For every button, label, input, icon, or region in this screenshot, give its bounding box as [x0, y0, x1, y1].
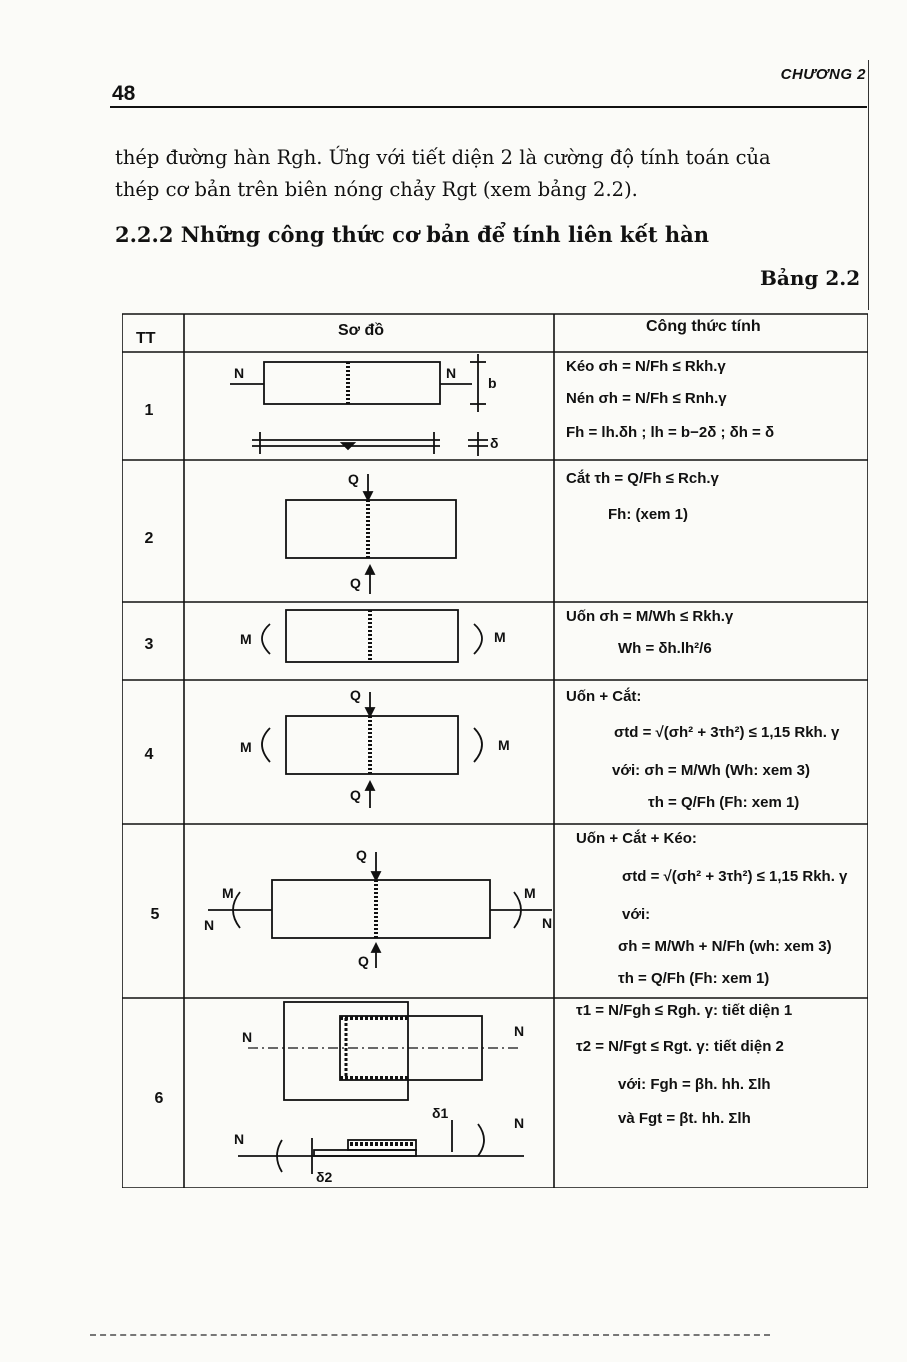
row-number: 4: [144, 746, 154, 763]
formula-line: với: Fgh = βh. hh. Σlh: [618, 1076, 771, 1093]
formula-line: Fh = lh.δh ; lh = b−2δ ; δh = δ: [566, 424, 775, 441]
diagram-label-M: M: [222, 885, 234, 901]
row-number: 1: [144, 402, 154, 419]
formula-line: σh = M/Wh + N/Fh (wh: xem 3): [618, 938, 832, 955]
formula-line: τh = Q/Fh (Fh: xem 1): [648, 794, 800, 811]
formula-line: Cắt τh = Q/Fh ≤ Rch.γ: [566, 470, 719, 487]
formula-line: và Fgt = βt. hh. Σlh: [618, 1110, 751, 1127]
diagram-label-N: N: [234, 1131, 245, 1147]
diagram-label-M: M: [498, 737, 510, 753]
diagram-label-b: b: [488, 375, 497, 391]
diagram-label-Q: Q: [356, 847, 367, 863]
weld-diagrams: [122, 312, 554, 1188]
section-heading: 2.2.2 Những công thức cơ bản để tính liên kết hàn: [115, 222, 709, 247]
formula-line: τ2 = N/Fgt ≤ Rgt. γ: tiết diện 2: [576, 1038, 784, 1055]
diagram-label-Q: Q: [350, 687, 361, 703]
row-number: 3: [144, 636, 154, 653]
diagram-label-M: M: [240, 631, 252, 647]
formula-line: τh = Q/Fh (Fh: xem 1): [618, 970, 770, 987]
diagram-label-N: N: [204, 917, 215, 933]
diagram-row-5: [208, 852, 552, 968]
diagram-label-N: N: [446, 365, 457, 381]
header-formula: Công thức tính: [646, 318, 761, 335]
diagram-label-N: N: [514, 1115, 525, 1131]
margin-rule: [868, 60, 869, 310]
diagram-label-Q: Q: [358, 953, 369, 969]
diagram-label-delta1: δ1: [432, 1105, 449, 1121]
formula-line: σtd = √(σh² + 3τh²) ≤ 1,15 Rkh. γ: [614, 724, 840, 741]
diagram-label-M: M: [494, 629, 506, 645]
formula-line: Uốn + Cắt + Kéo:: [576, 830, 697, 847]
row-number: 6: [154, 1090, 164, 1107]
header-diagram: Sơ đồ: [338, 322, 385, 339]
formula-line: Uốn σh = M/Wh ≤ Rkh.γ: [566, 608, 734, 625]
body-paragraph: [115, 142, 865, 206]
paragraph-line-2: thép cơ bản trên biên nóng chảy Rgt (xem bảng 2.2).: [115, 178, 638, 201]
header-tt: TT: [136, 330, 156, 347]
diagram-label-Q: Q: [350, 575, 361, 591]
diagram-label-M: M: [240, 739, 252, 755]
diagram-label-N: N: [242, 1029, 253, 1045]
diagram-row-4: [262, 692, 482, 808]
formula-line: Fh: (xem 1): [608, 506, 689, 523]
diagram-row-6: [238, 1002, 524, 1174]
row-number: 5: [150, 906, 160, 923]
formula-line: Nén σh = N/Fh ≤ Rnh.γ: [566, 390, 727, 407]
page-footer-dashes: [90, 1334, 770, 1336]
diagram-label-N: N: [514, 1023, 525, 1039]
formula-line: τ1 = N/Fgh ≤ Rgh. γ: tiết diện 1: [576, 1002, 793, 1019]
formula-line: với: σh = M/Wh (Wh: xem 3): [612, 762, 811, 779]
page-number: 48: [112, 82, 136, 105]
chapter-title: CHƯƠNG 2: [780, 66, 866, 83]
diagram-label-M: M: [524, 885, 536, 901]
diagram-row-2: [286, 474, 456, 594]
formula-line: Kéo σh = N/Fh ≤ Rkh.γ: [566, 358, 726, 375]
diagram-label-N: N: [234, 365, 245, 381]
paragraph-line-1: thép đường hàn Rgh. Ứng với tiết diện 2 là cường độ tính toán của: [115, 146, 771, 169]
diagram-label-delta2: δ2: [316, 1169, 333, 1185]
table-caption: Bảng 2.2: [760, 266, 861, 290]
diagram-row-3: [262, 610, 482, 662]
formula-line: σtd = √(σh² + 3τh²) ≤ 1,15 Rkh. γ: [622, 868, 848, 885]
weld-formula-table: [122, 312, 868, 1188]
header-rule: [110, 106, 867, 108]
diagram-label-delta: δ: [490, 435, 499, 451]
formula-line: Uốn + Cắt:: [566, 688, 642, 705]
diagram-label-N: N: [542, 915, 553, 931]
formula-line: với:: [622, 906, 651, 923]
row-number: 2: [144, 530, 154, 547]
diagram-label-Q: Q: [350, 787, 361, 803]
diagram-label-Q: Q: [348, 471, 359, 487]
formula-line: Wh = δh.lh²/6: [618, 640, 712, 657]
